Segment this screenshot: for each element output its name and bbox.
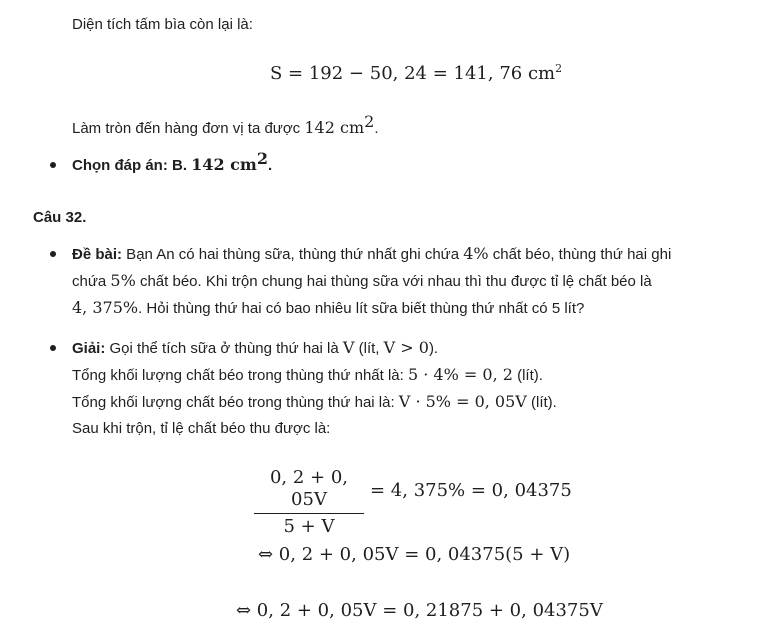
- equivalence-step-2: ⇔ 0, 2 + 0, 05V = 0, 21875 + 0, 04375V: [236, 600, 603, 621]
- question-heading: Câu 32.: [33, 209, 87, 226]
- problem-line-2: chứa 5% chất béo. Khi trộn chung hai thùng sữa với nhau thì thu được tỉ lệ chất béo là: [72, 271, 652, 290]
- fraction-bar: [254, 513, 364, 514]
- equivalence-step-1: ⇔ 0, 2 + 0, 05V = 0, 04375(5 + V): [258, 544, 571, 565]
- area-equation: S = 192 − 50, 24 = 141, 76 $cm^2$: [270, 62, 563, 84]
- problem-line-3: 4, 375%. Hỏi thùng thứ hai có bao nhiêu lít sữa biết thùng thứ nhất có 5 lít?: [72, 298, 585, 317]
- bullet-dot: [50, 162, 56, 168]
- fraction-numerator: 0, 2 + 0, 05V: [269, 467, 349, 510]
- solution-line-4: Sau khi trộn, tỉ lệ chất béo thu được là:: [72, 420, 331, 437]
- bullet-dot: [50, 251, 56, 257]
- fraction-rhs: = 4, 375% = 0, 04375: [370, 480, 572, 501]
- bullet-dot: [50, 345, 56, 351]
- solution-line-2: Tổng khối lượng chất béo trong thùng thứ nhất là: 5 · 4% = 0, 2 (lít).: [72, 365, 543, 384]
- rounding-line: Làm tròn đến hàng đơn vị ta được 142 $cm^2$.: [72, 112, 379, 137]
- fat-ratio-fraction: [254, 467, 364, 538]
- answer-choice-line: Chọn đáp án: B. 142 $cm^2$.: [72, 149, 273, 174]
- solution-line-3: Tổng khối lượng chất béo trong thùng thứ hai là: V · 5% = 0, 05V (lít).: [72, 392, 557, 411]
- solution-line-1: Giải: Gọi thể tích sữa ở thùng thứ hai là V (lít, V > 0).: [72, 338, 439, 357]
- remaining-area-label: Diện tích tấm bìa còn lại là:: [72, 16, 253, 33]
- problem-line-1: Đề bài: Bạn An có hai thùng sữa, thùng thứ nhất ghi chứa 4% chất béo, thùng thứ hai ghi: [72, 244, 672, 263]
- fraction-denominator: 5 + V: [283, 516, 335, 537]
